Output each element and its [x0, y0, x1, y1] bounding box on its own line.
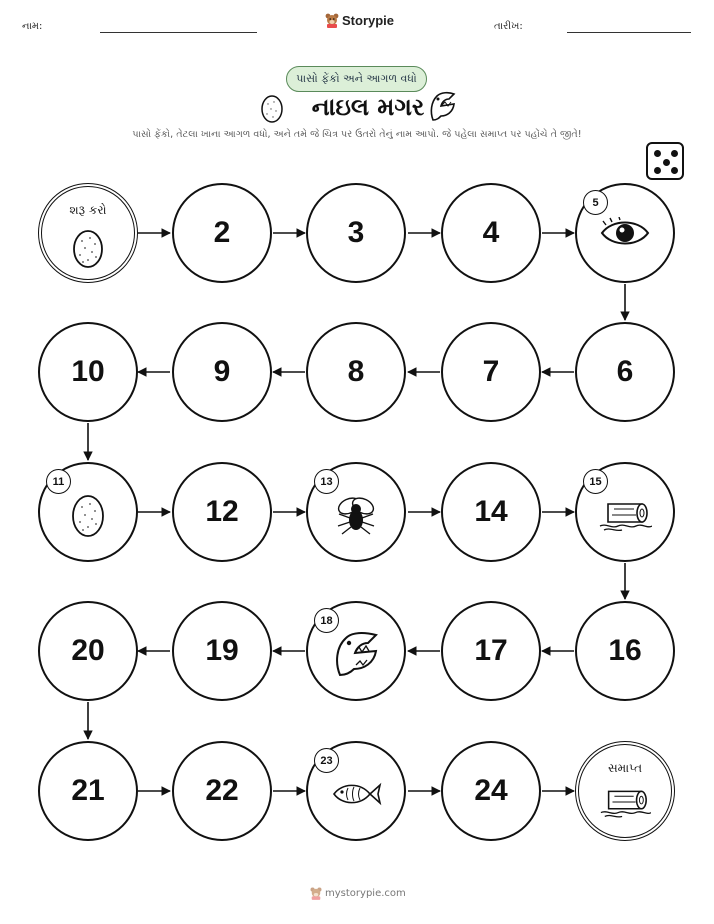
board-space-17[interactable]: 17	[441, 601, 541, 701]
egg-icon	[71, 227, 105, 269]
space-badge: 13	[314, 469, 339, 494]
board-space-20[interactable]: 20	[38, 601, 138, 701]
space-badge: 18	[314, 608, 339, 633]
brand-name: Storypie	[342, 12, 395, 28]
date-label: તારીખ:	[494, 21, 523, 32]
fly-icon	[329, 494, 383, 538]
board-space-19[interactable]: 19	[172, 601, 272, 701]
subtitle-badge: પાસો ફેંકો અને આગળ વધો	[286, 66, 427, 92]
board-space-21[interactable]: 21	[38, 741, 138, 841]
space-badge: 5	[583, 190, 608, 215]
space-badge: 15	[583, 469, 608, 494]
space-badge: 23	[314, 748, 339, 773]
board-space-14[interactable]: 14	[441, 462, 541, 562]
board-space-22[interactable]: 22	[172, 741, 272, 841]
finish-label: સમાપ્ત	[607, 761, 643, 775]
start-space[interactable]	[38, 183, 138, 283]
eye-icon	[600, 217, 650, 249]
egg-icon	[70, 492, 106, 538]
fish-icon	[330, 779, 382, 809]
instructions: પાસો ફેંકો, તેટલા ખાના આગળ વધો, અને તમે જે ચિત્ર પર ઉતરો તેનું નામ આપો. જે પહેલા સમાપ્ત પર પહોંચે તે જીતે!	[132, 129, 582, 140]
page-title: નાઇલ મગર	[311, 93, 425, 121]
board-space-12[interactable]: 12	[172, 462, 272, 562]
finish-space[interactable]	[575, 741, 675, 841]
footer	[310, 886, 406, 900]
board-space-3[interactable]: 3	[306, 183, 406, 283]
board-space-7[interactable]: 7	[441, 322, 541, 422]
space-badge: 11	[46, 469, 71, 494]
board-space-24[interactable]: 24	[441, 741, 541, 841]
board-space-2[interactable]: 2	[172, 183, 272, 283]
log-icon	[598, 498, 652, 532]
board-space-6[interactable]: 6	[575, 322, 675, 422]
footer-url[interactable]: mystorypie.com	[325, 887, 406, 899]
name-label: નામ:	[22, 21, 43, 32]
board-space-10[interactable]: 10	[38, 322, 138, 422]
bear-logo-icon	[310, 886, 322, 900]
board-space-9[interactable]: 9	[172, 322, 272, 422]
board-space-8[interactable]: 8	[306, 322, 406, 422]
crocodile-head-icon	[332, 629, 380, 679]
start-label: શરૂ કરો	[69, 203, 107, 217]
board-space-4[interactable]: 4	[441, 183, 541, 283]
board-space-16[interactable]: 16	[575, 601, 675, 701]
log-icon	[599, 785, 651, 819]
